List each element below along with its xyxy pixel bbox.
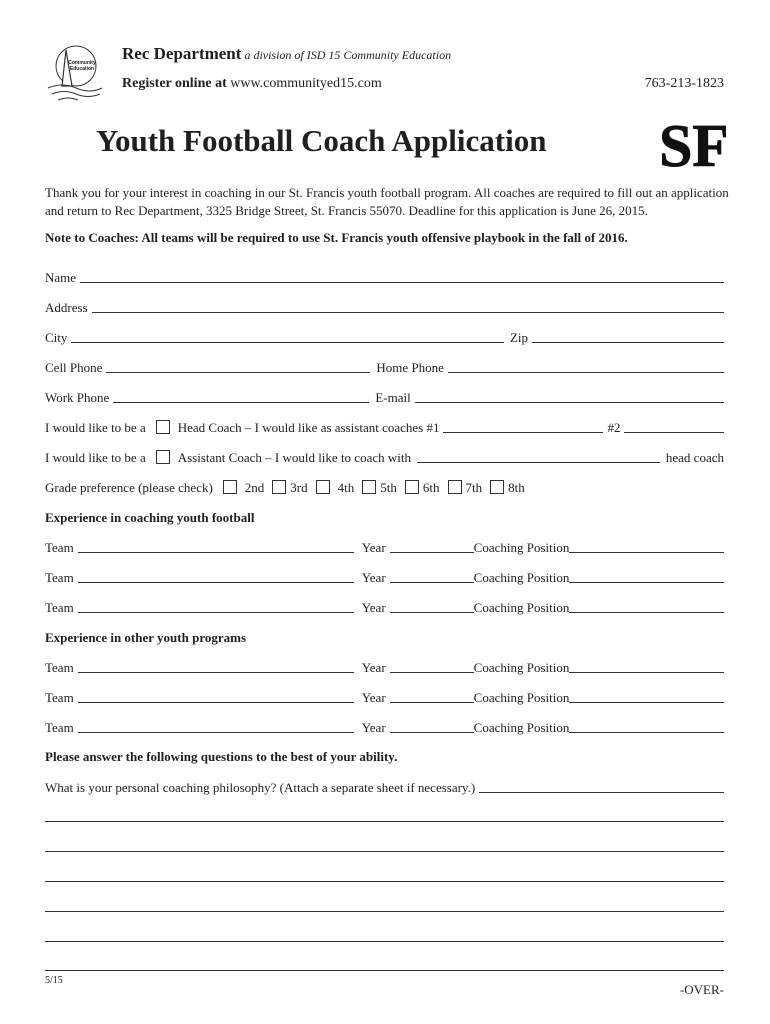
register-line <box>122 76 382 92</box>
team-label: Team <box>45 570 74 585</box>
grade-3rd-checkbox[interactable] <box>272 480 286 494</box>
team-field[interactable] <box>78 612 354 613</box>
position-field[interactable] <box>569 582 724 583</box>
register-label: Register online at <box>122 76 227 91</box>
answer-line[interactable] <box>45 941 724 942</box>
assistant-coach-label: Assistant Coach – I would like to coach with <box>177 450 411 465</box>
grade-5th-checkbox[interactable] <box>362 480 376 494</box>
team-label: Team <box>45 540 74 555</box>
position-field[interactable] <box>569 552 724 553</box>
register-url[interactable]: www.communityed15.com <box>230 76 382 91</box>
zip-label: Zip <box>509 330 528 345</box>
answer-line[interactable] <box>45 970 724 971</box>
grade-6th-label: 6th <box>422 480 440 495</box>
other-exp-row <box>45 718 724 736</box>
name-row <box>45 268 724 286</box>
answer-line[interactable] <box>45 821 724 822</box>
assistant-coach-checkbox[interactable] <box>156 450 170 464</box>
name-label: Name <box>45 270 77 285</box>
position-label: Coaching Position <box>473 570 570 585</box>
work-phone-field[interactable] <box>113 402 369 403</box>
position-label: Coaching Position <box>473 660 570 675</box>
coaches-note: Note to Coaches: All teams will be required to use St. Francis youth offensive playbook in the fall of 2016. <box>45 230 628 245</box>
grade-3rd-label: 3rd <box>290 480 308 495</box>
position-field[interactable] <box>569 612 724 613</box>
football-exp-row <box>45 538 724 556</box>
position-field[interactable] <box>569 732 724 733</box>
head-coach-checkbox[interactable] <box>156 420 170 434</box>
sf-logo <box>662 108 726 176</box>
zip-field[interactable] <box>532 342 724 343</box>
page-title: Youth Football Coach Application <box>96 123 547 158</box>
head-coach-row <box>45 418 724 436</box>
org-name: Rec Department <box>122 44 242 63</box>
logo-text-line1: Community <box>68 60 96 66</box>
answer-line[interactable] <box>45 881 724 882</box>
over-label: -OVER- <box>679 982 724 997</box>
team-label: Team <box>45 720 74 735</box>
grade-2nd-checkbox[interactable] <box>223 480 237 494</box>
grade-label: Grade preference (please check) <box>45 480 213 495</box>
grade-4th-checkbox[interactable] <box>316 480 330 494</box>
year-label: Year <box>361 600 386 615</box>
year-field[interactable] <box>390 582 474 583</box>
football-exp-row <box>45 598 724 616</box>
answer-line[interactable] <box>45 911 724 912</box>
team-label: Team <box>45 660 74 675</box>
address-row <box>45 298 724 316</box>
phone-row <box>45 358 724 376</box>
community-education-logo <box>42 42 104 104</box>
city-field[interactable] <box>71 342 504 343</box>
other-exp-row <box>45 658 724 676</box>
year-field[interactable] <box>390 702 474 703</box>
sf-logo-letters: SF <box>662 113 726 176</box>
cell-phone-label: Cell Phone <box>45 360 103 375</box>
coach-with-field[interactable] <box>417 462 660 463</box>
city-label: City <box>45 330 68 345</box>
head-coach-label: Head Coach – I would like as assistant coaches #1 <box>177 420 440 435</box>
position-label: Coaching Position <box>473 600 570 615</box>
questions-heading: Please answer the following questions to the best of your ability. <box>45 749 398 764</box>
address-label: Address <box>45 300 88 315</box>
year-label: Year <box>361 540 386 555</box>
city-row <box>45 328 724 346</box>
position-label: Coaching Position <box>473 540 570 555</box>
team-field[interactable] <box>78 552 354 553</box>
grade-8th-checkbox[interactable] <box>490 480 504 494</box>
home-phone-field[interactable] <box>448 372 724 373</box>
grade-7th-checkbox[interactable] <box>448 480 462 494</box>
philosophy-row <box>45 778 724 796</box>
year-field[interactable] <box>390 672 474 673</box>
team-field[interactable] <box>78 702 354 703</box>
team-field[interactable] <box>78 582 354 583</box>
work-email-row <box>45 388 724 406</box>
grade-4th-label: 4th <box>337 480 355 495</box>
team-label: Team <box>45 690 74 705</box>
football-exp-row <box>45 568 724 586</box>
head-coach-suffix: head coach <box>665 450 724 465</box>
experience-other-heading: Experience in other youth programs <box>45 630 247 645</box>
work-phone-label: Work Phone <box>45 390 110 405</box>
team-field[interactable] <box>78 732 354 733</box>
grade-5th-label: 5th <box>380 480 397 495</box>
philosophy-field[interactable] <box>479 792 724 793</box>
position-label: Coaching Position <box>473 690 570 705</box>
position-label: Coaching Position <box>473 720 570 735</box>
year-label: Year <box>361 690 386 705</box>
assistant-coach-row <box>45 448 724 466</box>
philosophy-label: What is your personal coaching philosophy? (Attach a separate sheet if necessary.) <box>45 780 476 795</box>
phone-number: 763-213-1823 <box>644 76 724 91</box>
like-to-be-label: I would like to be a <box>45 420 146 435</box>
year-field[interactable] <box>390 612 474 613</box>
grade-2nd-label: 2nd <box>244 480 265 495</box>
logo-text-line2: Education <box>69 66 95 72</box>
year-label: Year <box>361 660 386 675</box>
assistant-2-label: #2 <box>607 420 621 435</box>
cell-phone-field[interactable] <box>106 372 370 373</box>
team-label: Team <box>45 600 74 615</box>
grade-8th-label: 8th <box>508 480 525 495</box>
revision-date: 5/15 <box>45 975 63 986</box>
grade-row <box>45 478 724 496</box>
like-to-be-label-2: I would like to be a <box>45 450 146 465</box>
position-field[interactable] <box>569 672 724 673</box>
experience-football-heading: Experience in coaching youth football <box>45 510 255 525</box>
email-label: E-mail <box>375 390 411 405</box>
year-label: Year <box>361 720 386 735</box>
position-field[interactable] <box>569 702 724 703</box>
year-field[interactable] <box>390 552 474 553</box>
year-label: Year <box>361 570 386 585</box>
org-subtitle: a division of ISD 15 Community Education <box>244 48 452 62</box>
email-field[interactable] <box>415 402 724 403</box>
year-field[interactable] <box>390 732 474 733</box>
team-field[interactable] <box>78 672 354 673</box>
home-phone-label: Home Phone <box>376 360 444 375</box>
address-field[interactable] <box>92 312 724 313</box>
answer-line[interactable] <box>45 851 724 852</box>
intro-paragraph: Thank you for your interest in coaching in our St. Francis youth football program. All coaches are required to fill out an application and return to Rec Department, 3325 Bridge Street, St. Francis 55070. Deadline for this application is June 26, 2015. <box>45 185 729 218</box>
grade-7th-label: 7th <box>465 480 483 495</box>
grade-6th-checkbox[interactable] <box>405 480 419 494</box>
other-exp-row <box>45 688 724 706</box>
org-heading <box>122 44 451 64</box>
assistant-1-field[interactable] <box>443 432 603 433</box>
assistant-2-field[interactable] <box>624 432 724 433</box>
name-field[interactable] <box>80 282 724 283</box>
